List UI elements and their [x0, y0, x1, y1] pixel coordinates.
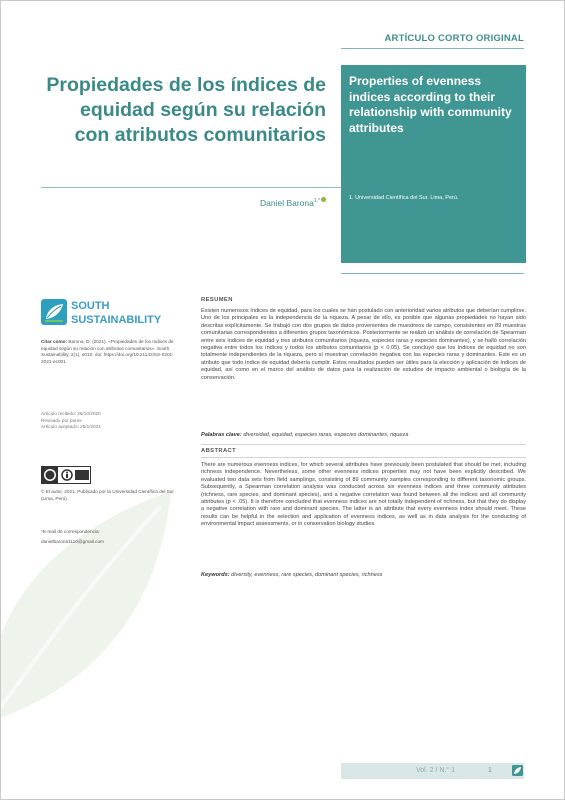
footer-page-number: 1 — [488, 767, 492, 774]
footer-volume: Vol. 2 / N.° 1 — [416, 767, 455, 774]
leaf-watermark — [0, 481, 191, 731]
date-received: Artículo recibido: 25/10/2020 — [41, 411, 101, 416]
citation-label: Citar como: — [41, 339, 68, 344]
creative-commons-badge-icon[interactable] — [41, 466, 91, 484]
title-english: Properties of evenness indices according to their relationship with community attributes — [349, 74, 512, 135]
abstract-keywords — [201, 572, 526, 578]
abstract-keywords-text: diversity, evenness, rare species, dominant species, richness — [231, 572, 383, 578]
affiliation: 1. Universidad Científica del Sur. Lima, Perú. — [349, 195, 459, 201]
correspondence-email[interactable]: danielbarona1110@gmail.com — [41, 538, 104, 544]
citation-block — [41, 339, 181, 365]
right-rule — [341, 273, 524, 274]
license-text: © El autor, 2021. Publicado por la Universidad Científica del Sur (Lima, Perú) — [41, 489, 174, 501]
resumen-heading: RESUMEN — [201, 297, 233, 303]
journal-name — [71, 299, 161, 327]
correspondence-label: *E-mail de correspondencia: — [41, 529, 100, 534]
journal-name-line1: SOUTH — [71, 300, 110, 312]
south-sustainability-logo-icon — [41, 299, 67, 325]
abstract-divider — [201, 457, 526, 458]
journal-name-line2: SUSTAINABILITY — [71, 314, 162, 326]
resumen-body: Existen numerosos índices de equidad, para los cuales se han postulado con anterioridad varios atributos que deberían cumplirse. Uno de los principales es la independencia de la riqueza. A pesar de ello, es posible que algunas propiedades no hayan sido descritas explícitamente. Se trabajó con dos grupos de datos provenientes de muestreos de campo, consistentes en 89 muestras comunitarias correspondientes a diferentes grupos taxonómicos. Posteriormente se realizó un análisis de correlación de Spearman entre seis índices de equidad y tres atributos comunitarios (riqueza, especies raras y especies dominantes), y se halló correlación negativa entre todos los índices y todos los atributos comunitarios (p < 0.05). Se concluyó que los índices de equidad no son totalmente independientes de la riqueza, pero sí muestran correlación negativa con las especies raras y dominantes. Este es un atributo que todo índice de equidad debería cumplir. Estos resultados pueden ser útiles para la elección y aplicación de índices de equidad, así como en el marco del análisis de datos para la realización de estudios de impacto ambiental o biología de la conservación. — [201, 308, 526, 381]
abstract-body: There are numerous evenness indices, for which several attributes have previously been postulated that should be met, including richness independence. Nevertheless, some other evenness indices properties may not have been explicitly described. We evaluated two data sets from field samplings, consisting of 89 community samples corresponding to different taxonomic groups. Subsequently, a Spearman correlation analysis was conducted across six evenness indices and three community attributes (richness, rare species, and dominant species), and a negative correlation was found between all the indices and all community attributes (p < .05). It is therefore concluded that evenness indices are not totally independent of richness, but that they do display a negative correlation with rare and dominant species. The latter is an attribute that every evenness index should meet. These results can be helpful in the selection and application of evenness indices, as well as in data analysis for the conducting of environmental impact assessments, or in conservation biology studies. — [201, 462, 526, 528]
resumen-keywords-label: Palabras clave: — [201, 432, 242, 438]
date-accepted: Artículo aceptado: 25/1/2021 — [41, 424, 101, 430]
section-divider — [201, 444, 526, 445]
header-rule — [341, 48, 524, 49]
author-name: Daniel Barona — [260, 197, 314, 208]
title-spanish: Propiedades de los índices de equidad según su relación con atributos comunitarios — [46, 74, 326, 146]
title-separator — [41, 187, 341, 188]
english-title-box — [341, 65, 526, 187]
dates-block — [41, 411, 181, 431]
author-line — [41, 197, 326, 208]
abstract-keywords-label: Keywords: — [201, 572, 230, 578]
date-reviewed: Revisado por pares — [41, 417, 82, 423]
orcid-icon[interactable] — [321, 197, 326, 202]
correspondence-block — [41, 529, 181, 545]
resumen-keywords-text: diversidad, equidad, especies raras, especies dominantes, riqueza — [243, 432, 409, 438]
article-type: ARTÍCULO CORTO ORIGINAL — [384, 33, 524, 44]
footer-logo-icon — [512, 765, 523, 776]
resumen-keywords — [201, 432, 526, 438]
citation-text: Barona, D. (2021). «Propiedades de los índices de equidad según su relación con atributos comunitarios». South Sustainability, 2(1), e010. doi: https://doi.org/10.21142/SS-0201-2021-ec001 — [41, 339, 174, 364]
affiliation-box — [341, 187, 526, 263]
license-block — [41, 489, 181, 502]
author-superscript: 1,* — [313, 198, 320, 204]
abstract-heading: ABSTRACT — [201, 448, 237, 454]
